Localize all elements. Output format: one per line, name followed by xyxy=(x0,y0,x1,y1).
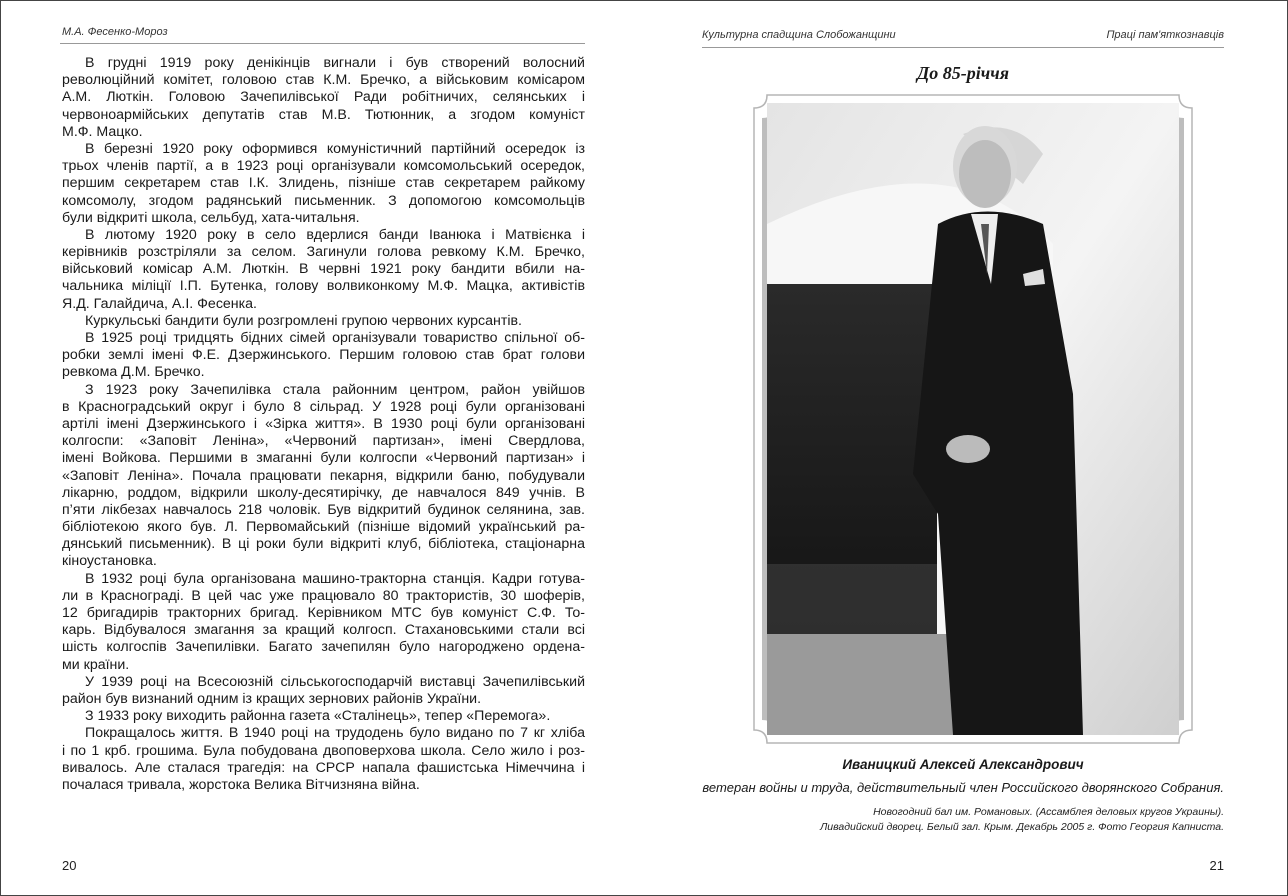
text-line: Покращалось життя. В 1940 році на трудодень було видано по 7 кг хліба xyxy=(85,725,585,742)
text-line: бібліотекою якого був. Л. Первомайський (пізніше відомий український ра- xyxy=(62,519,585,536)
text-line: район був визнаний одним із кращих зернових районів України. xyxy=(62,690,482,707)
left-running-head: М.А. Фесенко-Мороз xyxy=(62,26,168,38)
text-line: В 1932 році була організована машино-тракторна станція. Кадри готува- xyxy=(85,570,585,587)
text-line: першим секретарем став І.К. Злидень, пізніше став секретарем райкому xyxy=(62,175,585,192)
text-line: ревкома Д.М. Бречко. xyxy=(62,364,205,381)
right-running-head-right: Праці пам'яткознавців xyxy=(1106,29,1224,41)
text-line: артілі імені Дзержинського і «Зірка життя». В 1930 році були організовані xyxy=(62,415,585,432)
text-line: керівників розстріляли за селом. Загинули голова ревкому К.М. Бречко, xyxy=(62,244,585,261)
text-line: вивалось. Але сталася трагедія: на СРСР напала фашистська Німеччина і xyxy=(62,759,585,776)
text-line: імені Войкова. Першими в змаганні були колгоспи «Червоний партизан» і xyxy=(62,450,585,467)
text-line: і по 1 крб. грошима. Була побудована двоповерхова школа. Село жило і роз- xyxy=(62,742,585,759)
text-line: революційний комітет, головою став К.М. Бречко, а військовим комісаром xyxy=(62,72,585,89)
caption-name: Иваницкий Алексей Александрович xyxy=(842,757,1084,772)
caption-subtitle: ветеран войны и труда, действительный член Российского дворянского Собрания. xyxy=(702,780,1224,795)
text-line: А.М. Люткін. Головою Зачепилівської Ради робітничих, селянських і xyxy=(62,89,585,106)
text-line: трьох членів партії, а в 1923 році організували комсомольський осередок, xyxy=(62,158,585,175)
text-line: шість колгоспів Зачепилівки. Багато зачепилян було нагороджено ордена- xyxy=(62,639,585,656)
text-line: М.Ф. Мацко. xyxy=(62,123,143,140)
text-line: В грудні 1919 року денікінців вигнали і був створений волосний xyxy=(85,55,585,71)
text-line: військовий комісар А.М. Люткін. В червні 1921 року бандити вбили на- xyxy=(62,261,585,278)
text-line: В 1925 році тридцять бідних сімей організували товариство спільної об- xyxy=(85,330,585,346)
text-line: дянський письменник). В ці роки були відкриті клуб, бібліотека, стаціонарна xyxy=(62,536,585,553)
text-line: колгоспи: «Заповіт Леніна», «Червоний партизан», імені Свердлова, xyxy=(62,433,585,450)
text-line: карь. Відбувалося змагання за кращий колгосп. Стахановськими стали всі xyxy=(62,622,585,639)
text-line: чальника міліції І.П. Бутенка, голову волвиконкому М.Ф. Мацка, активістів xyxy=(62,278,585,295)
text-line: були відкриті школа, сельбуд, хата-читальня. xyxy=(62,209,360,226)
left-page-number: 20 xyxy=(62,858,77,873)
text-line: лікарню, роддом, відкрили школу-десятирічку, де навчалося 849 учнів. В xyxy=(62,484,585,501)
caption-line-1: Новогодний бал им. Романовых. (Ассамблея деловых кругов Украины). xyxy=(873,806,1224,818)
text-line: У 1939 році на Всесоюзній сільськогосподарчій виставці Зачепилівський xyxy=(85,673,585,690)
text-line: почалася тривала, жорстока Велика Вітчизняна війна. xyxy=(62,776,420,793)
text-line: З 1933 року виходить районна газета «Сталінець», тепер «Перемога». xyxy=(85,708,551,725)
text-line: робки землі імені Ф.Е. Дзержинського. Першим головою став брат голови xyxy=(62,347,585,364)
text-line: «Заповіт Леніна». Почала працювати пекарня, відкрили баню, побудували xyxy=(62,467,585,484)
caption-line-2: Ливадийский дворец. Белый зал. Крым. Декабрь 2005 г. Фото Георгия Капниста. xyxy=(820,821,1224,833)
right-page-number: 21 xyxy=(1209,858,1224,873)
photo-frame xyxy=(753,94,1193,744)
text-line: п’яти лікбезах навчалось 218 чоловік. Був відкритий будинок селянина, зав. xyxy=(62,501,585,518)
text-line: В лютому 1920 року в село вдерлися банди Іванюка і Матвієнка і xyxy=(85,226,585,243)
text-line: Я.Д. Галайдича, А.І. Фесенка. xyxy=(62,295,257,312)
left-header-rule xyxy=(60,43,585,44)
text-line: З 1923 року Зачепилівка стала районним центром, район увійшов xyxy=(85,381,585,398)
text-line: кіноустановка. xyxy=(62,553,157,570)
right-header-rule xyxy=(702,47,1224,48)
text-line: 12 бригадирів тракторних бригад. Керівником МТС був комуніст С.Ф. То- xyxy=(62,605,585,621)
text-line: в Красноградський округ і було 8 сільрад. У 1928 році були організовані xyxy=(62,398,585,415)
right-running-head-left: Культурна спадщина Слобожанщини xyxy=(702,29,896,41)
text-line: комсомолу, згодом радянський письменник. З допомогою комсомольців xyxy=(62,192,585,209)
portrait-photo xyxy=(767,103,1179,735)
text-line: ми країни. xyxy=(62,656,130,673)
section-title: До 85-річчя xyxy=(917,63,1009,83)
left-body-text xyxy=(62,55,585,794)
text-line: Куркульські бандити були розгромлені групою червоних курсантів. xyxy=(85,312,522,329)
text-line: червоноармійських депутатів став М.В. Тютюнник, а згодом комуніст xyxy=(62,106,585,123)
text-line: В березні 1920 року оформився комуністичний партійний осередок із xyxy=(85,140,585,157)
text-line: ли в Краснограді. В цей час уже працювало 80 трактористів, 30 шоферів, xyxy=(62,587,585,604)
